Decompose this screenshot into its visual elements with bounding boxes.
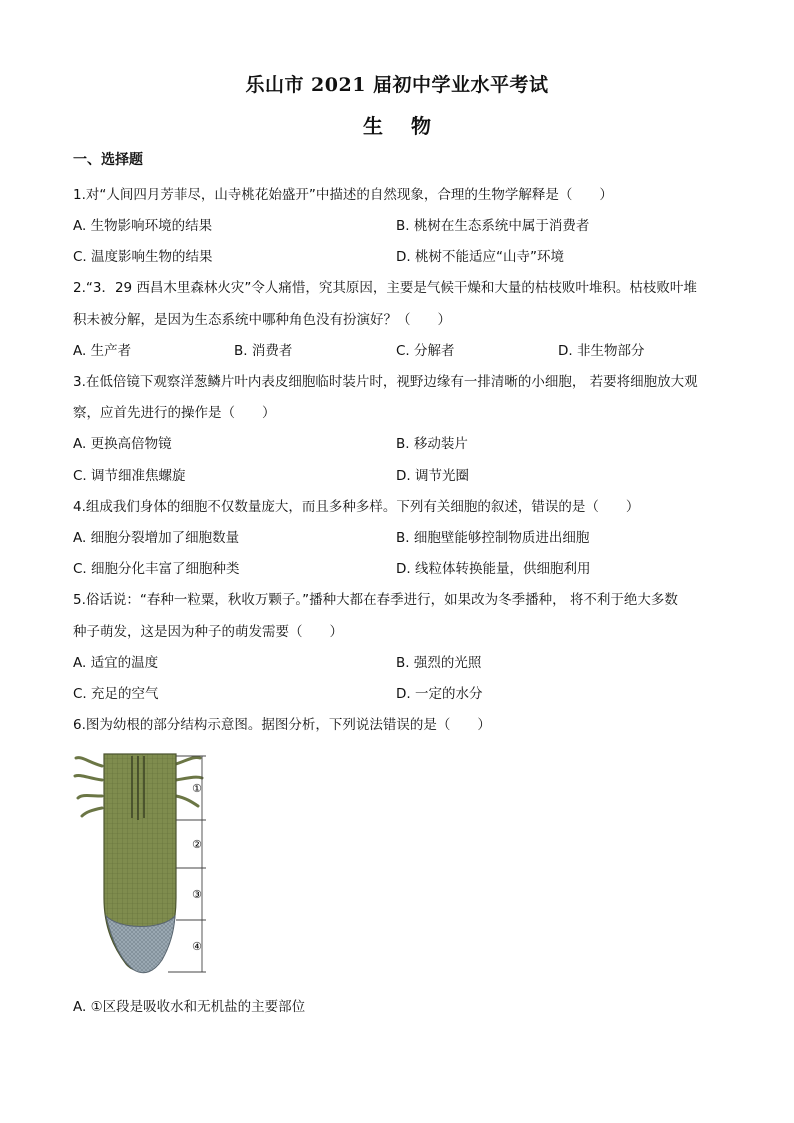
question-1-option-b: B. 桃树在生态系统中属于消费者 <box>396 218 590 234</box>
question-4-option-d: D. 线粒体转换能量，供细胞利用 <box>396 561 591 577</box>
question-3-option-c: C. 调节细准焦螺旋 <box>73 468 186 484</box>
question-4-option-c: C. 细胞分化丰富了细胞种类 <box>73 561 240 577</box>
question-2-stem-line-1: 2.“3．29 西昌木里森林火灾”令人痛惜，究其原因，主要是气候干燥和大量的枯枝败叶堆积。枯枝败叶堆 <box>73 280 697 296</box>
question-3-option-d: D. 调节光圈 <box>396 468 469 484</box>
region-label-3: ③ <box>192 888 202 901</box>
question-4-option-b: B. 细胞壁能够控制物质进出细胞 <box>396 530 590 546</box>
region-label-1: ① <box>192 782 202 795</box>
question-1-option-d: D. 桃树不能适应“山寺”环境 <box>396 249 564 265</box>
question-4-stem: 4.组成我们身体的细胞不仅数量庞大，而且多种多样。下列有关细胞的叙述，错误的是（ ） <box>73 499 640 515</box>
question-5-option-b: B. 强烈的光照 <box>396 655 482 671</box>
region-label-2: ② <box>192 838 202 851</box>
question-1-option-c: C. 温度影响生物的结果 <box>73 249 213 265</box>
question-5-stem-line-2: 种子萌发，这是因为种子的萌发需要（ ） <box>73 624 343 640</box>
question-2-option-d: D. 非生物部分 <box>558 343 645 359</box>
question-1-option-a: A. 生物影响环境的结果 <box>73 218 213 234</box>
section-heading: 一、选择题 <box>73 152 143 168</box>
subject-title: 生物 <box>363 114 459 138</box>
question-1-stem: 1.对“人间四月芳菲尽，山寺桃花始盛开”中描述的自然现象，合理的生物学解释是（ ） <box>73 187 613 203</box>
question-3-stem-line-2: 察，应首先进行的操作是（ ） <box>73 405 276 421</box>
question-5-option-c: C. 充足的空气 <box>73 686 159 702</box>
question-6-option-a: A. ①区段是吸收水和无机盐的主要部位 <box>73 999 306 1015</box>
region-label-4: ④ <box>192 940 202 953</box>
question-2-option-b: B. 消费者 <box>234 343 293 359</box>
question-3-stem-line-1: 3.在低倍镜下观察洋葱鳞片叶内表皮细胞临时装片时，视野边缘有一排清晰的小细胞， 若要将细胞放大观 <box>73 374 698 390</box>
question-4-option-a: A. 细胞分裂增加了细胞数量 <box>73 530 240 546</box>
question-5-option-d: D. 一定的水分 <box>396 686 483 702</box>
question-3-option-b: B. 移动装片 <box>396 436 468 452</box>
question-5-option-a: A. 适宜的温度 <box>73 655 159 671</box>
question-2-option-a: A. 生产者 <box>73 343 132 359</box>
question-5-stem-line-1: 5.俗话说：“春种一粒粟，秋收万颗子。”播种大都在春季进行，如果改为冬季播种， 将不利于绝大多数 <box>73 592 678 608</box>
root-tip-illustration <box>72 748 222 980</box>
question-3-option-a: A. 更换高倍物镜 <box>73 436 172 452</box>
question-2-stem-line-2: 积未被分解，是因为生态系统中哪种角色没有扮演好？（ ） <box>73 312 451 328</box>
exam-title: 乐山市 2021 届初中学业水平考试 <box>245 74 549 96</box>
question-6-stem: 6.图为幼根的部分结构示意图。据图分析，下列说法错误的是（ ） <box>73 717 491 733</box>
question-2-option-c: C. 分解者 <box>396 343 455 359</box>
root-tip-figure <box>72 748 222 980</box>
